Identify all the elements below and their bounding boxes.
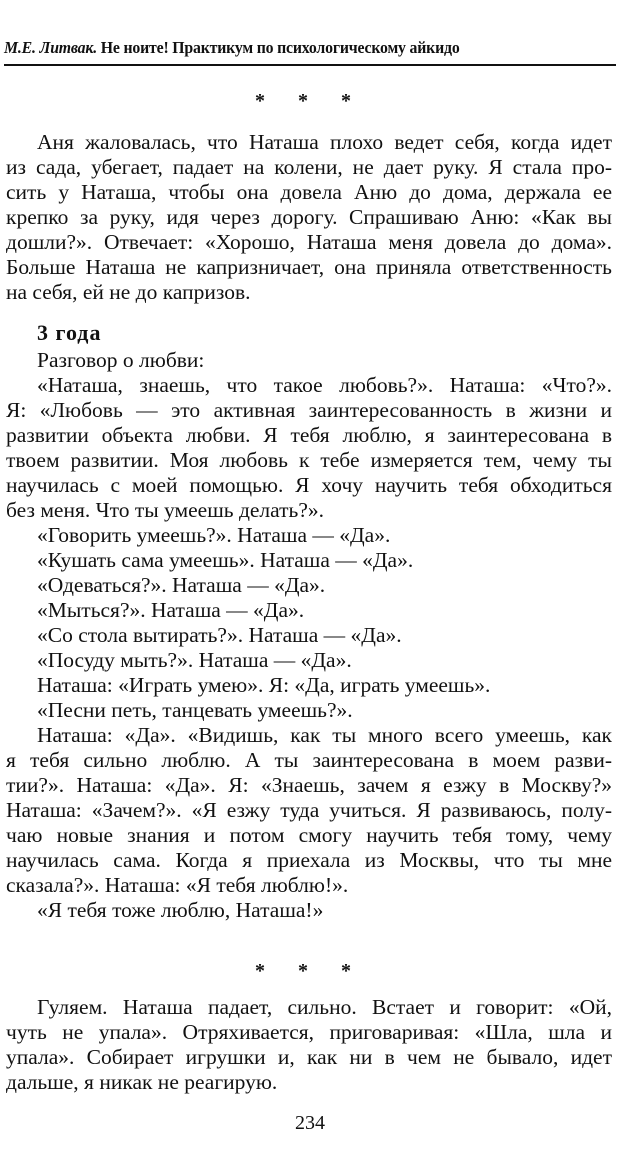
text-line: тии?». Наташа: «Да». Я: «Знаешь, зачем я езжу в Москву?» [6,773,612,797]
text-line: развитии объекта любви. Я тебя люблю, я заинтересована в [6,423,612,447]
section-body [6,348,612,923]
text-line: из сада, убегает, падает на колени, не дает руку. Я стала про- [6,155,612,179]
text-line: без меня. Что ты умеешь делать?». [6,498,325,522]
text-line: научилась сама. Когда я приехала из Москвы, что ты мне [6,848,612,872]
text-line: «Наташа, знаешь, что такое любовь?». Наташа: «Что?». [37,373,612,397]
running-header [4,38,573,58]
section-heading: 3 года [37,320,102,345]
text-line: чаю новые знания и потом смогу научить тебя тому, чему [6,823,612,847]
header-rule [4,64,616,66]
text-line: дальше, я никак не реагирую. [6,1070,278,1094]
text-line: упала». Собирает игрушки и, как ни в чем не бывало, идет [6,1045,612,1069]
section-separator: * * * [255,90,365,112]
text-line: «Посуду мыть?». Наташа — «Да». [37,648,352,672]
text-line: Наташа: «Играть умею». Я: «Да, играть умеешь». [37,673,491,697]
text-line: «Со стола вытирать?». Наташа — «Да». [37,623,402,647]
text-line: «Кушать сама умеешь». Наташа — «Да». [37,548,414,572]
text-line: Гуляем. Наташа падает, сильно. Встает и говорит: «Ой, [37,995,612,1019]
page-number: 234 [295,1112,325,1134]
text-line: твоем развитии. Моя любовь к тебе измеряется тем, чему ты [6,448,612,472]
text-line: «Я тебя тоже люблю, Наташа!» [37,898,324,922]
text-line: Аня жаловалась, что Наташа плохо ведет себя, когда идет [37,130,612,154]
paragraph-1 [6,130,612,305]
text-line: сить у Наташа, чтобы она довела Аню до дома, держала ее [6,180,612,204]
text-line: Разговор о любви: [37,348,205,372]
text-line: дошли?». Отвечает: «Хорошо, Наташа меня довела до дома». [6,230,612,254]
text-line: Больше Наташа не капризничает, она приняла ответственность [6,255,612,279]
text-line: Я: «Любовь — это активная заинтересованность в жизни и [6,398,612,422]
text-line: «Говорить умеешь?». Наташа — «Да». [37,523,391,547]
header-author: М.Е. Литвак. [4,38,97,57]
text-line: сказала?». Наташа: «Я тебя люблю!». [6,873,349,897]
text-line: Наташа: «Да». «Видишь, как ты много всего умеешь, как [37,723,612,747]
text-line: «Песни петь, танцевать умеешь?». [37,698,353,722]
text-line: я тебя сильно люблю. А ты заинтересована в моем разви- [6,748,612,772]
section-separator: * * * [255,960,365,982]
text-line: чуть не упала». Отряхивается, приговаривая: «Шла, шла и [6,1020,612,1044]
text-line: Наташа: «Зачем?». «Я езжу туда учиться. Я развиваюсь, полу- [6,798,612,822]
text-line: на себя, ей не до капризов. [6,280,251,304]
paragraph-last [6,995,612,1095]
text-line: «Одеваться?». Наташа — «Да». [37,573,326,597]
text-line: крепко за руку, идя через дорогу. Спрашиваю Аню: «Как вы [6,205,612,229]
header-title: Не ноите! Практикум по психологическому айкидо [97,38,460,57]
text-line: «Мыться?». Наташа — «Да». [37,598,305,622]
text-line: научилась с моей помощью. Я хочу научить тебя обходиться [6,473,612,497]
